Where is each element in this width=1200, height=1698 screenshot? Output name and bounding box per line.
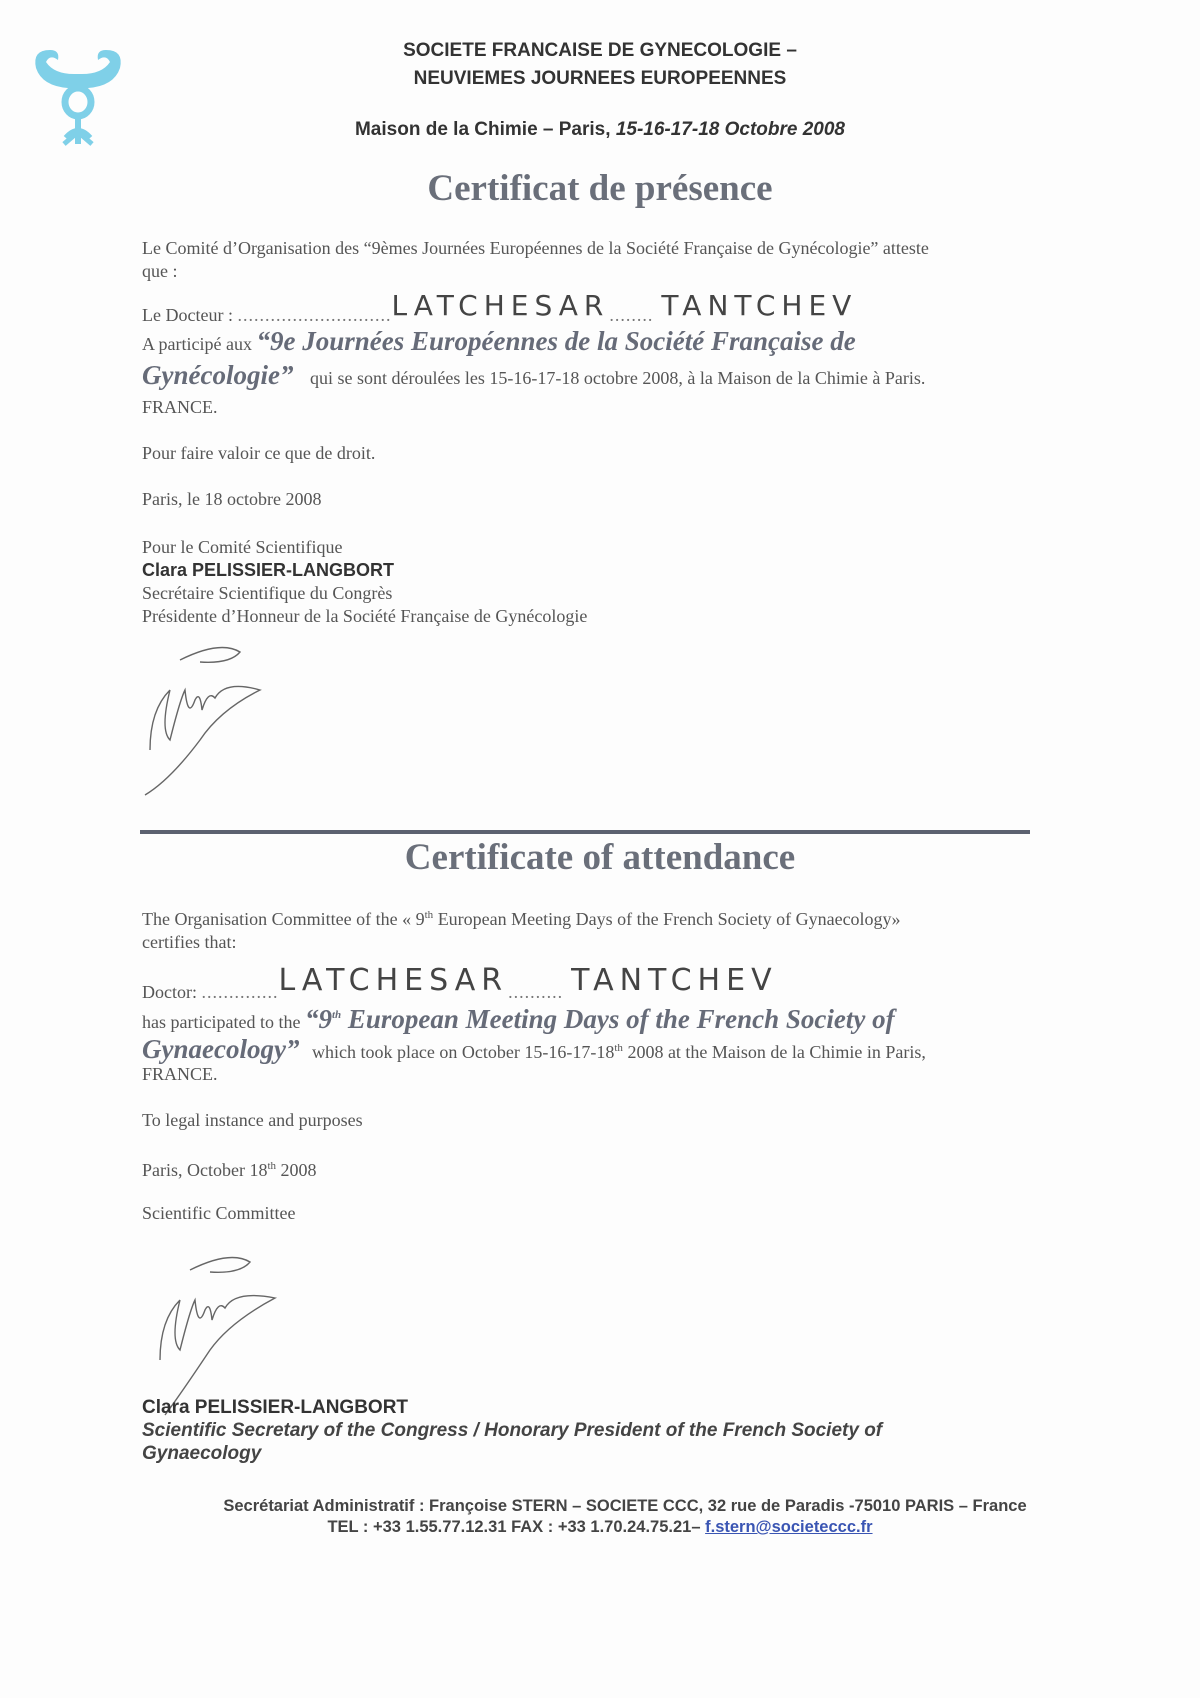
en-event-rest-b: 2008 at the Maison de la Chimie in Paris, (627, 1042, 926, 1062)
fr-signature-icon (140, 640, 280, 800)
en-event-sup: th (331, 1009, 342, 1021)
fr-doctor-dots: ............................ (237, 305, 392, 325)
fr-event-details: qui se sont déroulées les 15-16-17-18 octobre 2008, à la Maison de la Chimie à Paris. (309, 368, 926, 388)
fr-role2: Présidente d’Honneur de la Société Française de Gynécologie (142, 606, 588, 626)
footer-contact: TEL : +33 1.55.77.12.31 FAX : +33 1.70.24.75.21– (327, 1518, 701, 1536)
en-doctor-label: Doctor: (142, 982, 197, 1002)
fr-event-line2: Gynécologie” (142, 360, 294, 390)
en-date (142, 1155, 317, 1182)
fr-valoir: Pour faire valoir ce que de droit. (142, 443, 376, 463)
en-doctor-dots-2: .......... (508, 982, 564, 1002)
venue-dates: 15-16-17-18 Octobre 2008 (615, 119, 845, 140)
fr-committee: Pour le Comité Scientifique (142, 537, 343, 557)
fr-role1: Secrétaire Scientifique du Congrès (142, 583, 393, 603)
fr-event-line2-row (142, 360, 926, 390)
fr-doctor-lastname: TANTCHEV (661, 289, 858, 322)
en-signer: Clara PELISSIER-LANGBORT (142, 1397, 409, 1418)
fr-participation (142, 326, 856, 356)
en-role-line2: Gynaecology (142, 1443, 262, 1464)
footer-line2 (0, 1518, 1200, 1537)
venue-prefix: Maison de la Chimie – Paris, (354, 119, 611, 140)
en-purposes: To legal instance and purposes (142, 1110, 363, 1130)
en-event-details (312, 1042, 926, 1062)
en-signature-block (142, 1396, 882, 1465)
fr-intro-line1: Le Comité d’Organisation des “9èmes Journées Européennes de la Société Française de Gynécologie” atteste (142, 238, 929, 258)
footer (0, 1497, 1200, 1537)
en-doctor-lastname: TANTCHEV (571, 963, 778, 998)
en-intro (142, 904, 901, 954)
en-event-line1 (305, 1004, 895, 1034)
footer-email-link[interactable]: f.stern@societeccc.fr (705, 1518, 873, 1536)
en-participation (142, 1004, 895, 1034)
fr-intro-line2: que : (142, 261, 178, 281)
en-date-sup: th (267, 1160, 277, 1172)
en-event-line2-row (142, 1034, 926, 1064)
en-intro-b: European Meeting Days of the French Society of Gynaecology» (437, 909, 901, 929)
en-date-a: Paris, October 18 (142, 1160, 268, 1180)
venue-line (0, 119, 1200, 141)
fr-doctor-dots-2: ........ (609, 305, 654, 325)
en-event-a: “9 (304, 1004, 332, 1034)
fr-country: FRANCE. (142, 397, 218, 417)
fr-doctor-firstname: LATCHESAR (391, 289, 610, 322)
en-participated-label: has participated to the (142, 1012, 301, 1032)
en-intro-a: The Organisation Committee of the « 9 (142, 909, 425, 929)
en-intro-line2: certifies that: (142, 932, 237, 952)
en-event-b: European Meeting Days of the French Society of (347, 1004, 895, 1034)
fr-intro (142, 237, 929, 283)
section-divider (140, 830, 1030, 834)
en-event-rest-a: which took place on October 15-16-17-18 (311, 1042, 615, 1062)
fr-signature-block (142, 536, 587, 628)
en-date-b: 2008 (280, 1160, 317, 1180)
en-title: Certificate of attendance (404, 837, 796, 878)
fr-event-line1: “9e Journées Européennes de la Société Française de (256, 326, 856, 356)
en-doctor-dots: .............. (201, 982, 279, 1002)
en-committee: Scientific Committee (142, 1203, 296, 1223)
en-country: FRANCE. (142, 1064, 218, 1084)
org-line-1: SOCIETE FRANCAISE DE GYNECOLOGIE – (403, 40, 797, 61)
fr-participated-label: A participé aux (142, 334, 252, 354)
footer-line1: Secrétariat Administratif : Françoise STERN – SOCIETE CCC, 32 rue de Paradis -75010 PARIS – France (223, 1497, 1027, 1515)
fr-signer: Clara PELISSIER-LANGBORT (142, 560, 395, 580)
fr-doctor-line (142, 289, 858, 327)
fr-doctor-label: Le Docteur : (142, 305, 233, 325)
en-signature-icon (150, 1250, 290, 1420)
en-doctor-line (142, 963, 778, 1004)
org-line-2: NEUVIEMES JOURNEES EUROPEENNES (413, 68, 787, 89)
en-intro-line1 (142, 904, 901, 931)
en-role-line1: Scientific Secretary of the Congress / Honorary President of the French Society of (142, 1420, 883, 1441)
en-event-line2: Gynaecology” (142, 1034, 300, 1064)
en-intro-sup: th (424, 909, 434, 921)
en-doctor-firstname: LATCHESAR (278, 963, 509, 998)
fr-title: Certificat de présence (427, 168, 773, 209)
en-event-rest-sup: th (614, 1042, 623, 1054)
fr-date: Paris, le 18 octobre 2008 (142, 489, 322, 509)
